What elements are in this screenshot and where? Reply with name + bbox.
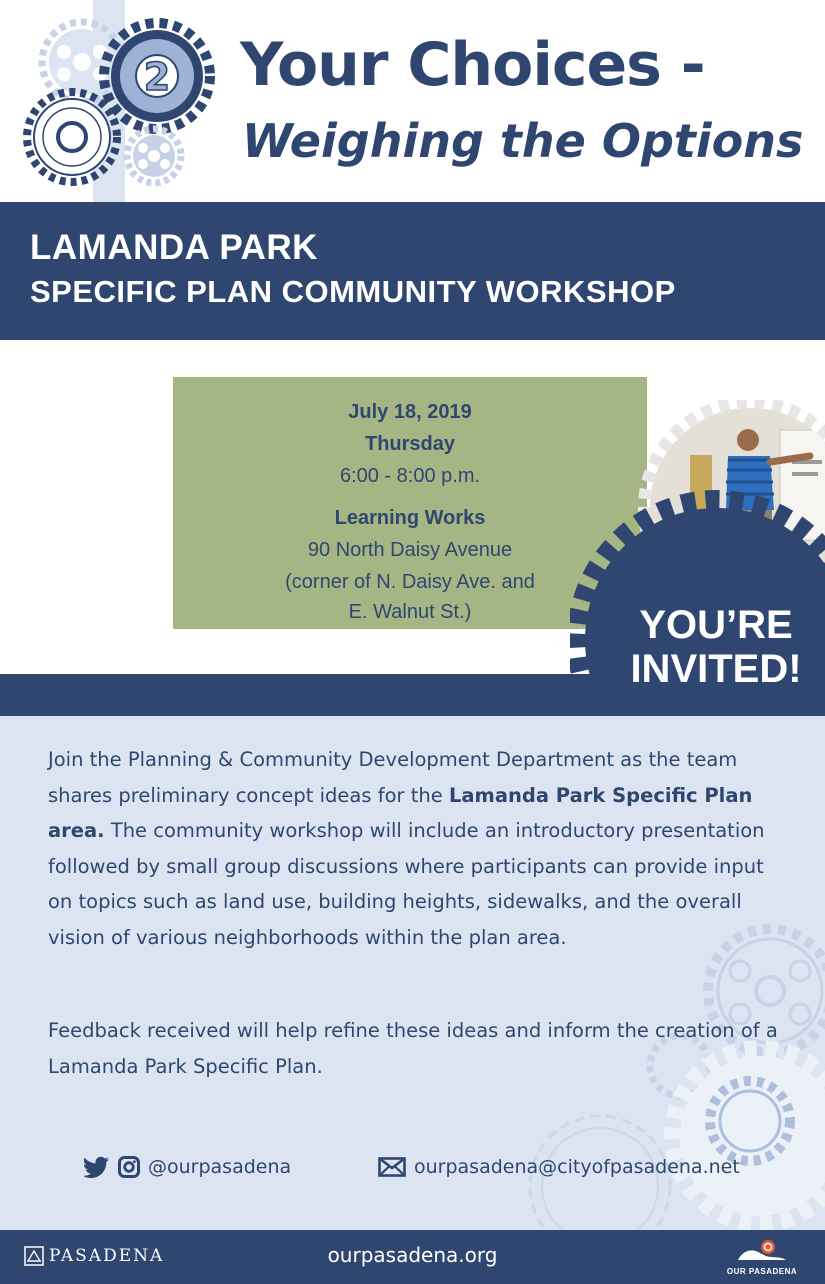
header (0, 0, 825, 202)
pasadena-logo-text: PASADENA (49, 1246, 165, 1266)
page-title: Your Choices - (240, 30, 705, 100)
workshop-band (0, 202, 825, 340)
our-pasadena-mark-icon (732, 1238, 792, 1262)
intro-paragraph (48, 742, 783, 955)
twitter-icon[interactable] (84, 1156, 110, 1178)
intro-text-before: Join the Planning & Community Development Department as the team shares preliminary concept ideas for the (48, 748, 738, 807)
badge-number: 2 (143, 55, 171, 99)
page-subtitle: Weighing the Options (242, 114, 804, 168)
event-corner-line1: (corner of N. Daisy Ave. and (285, 571, 535, 593)
event-corner-line2: E. Walnut St.) (348, 601, 472, 623)
email-contact (378, 1156, 740, 1178)
band-title-line2: SPECIFIC PLAN COMMUNITY WORKSHOP (30, 274, 676, 309)
gears-graphic (0, 0, 240, 202)
email-link[interactable]: ourpasadena@cityofpasadena.net (414, 1156, 740, 1178)
social-handle[interactable]: @ourpasadena (148, 1156, 292, 1178)
event-venue: Learning Works (334, 507, 486, 529)
event-day: Thursday (364, 433, 456, 455)
footer (0, 1230, 825, 1284)
event-address: 90 North Daisy Avenue (307, 539, 513, 561)
mail-icon (378, 1157, 406, 1177)
invite-graphic (570, 400, 825, 720)
instagram-icon[interactable] (118, 1156, 140, 1178)
event-date: July 18, 2019 (348, 401, 472, 423)
feedback-paragraph: Feedback received will help refine these ideas and inform the creation of a Lamanda Park Specific Plan. (48, 1019, 778, 1078)
event-time: 6:00 - 8:00 p.m. (339, 465, 481, 487)
band-title-line1: LAMANDA PARK (30, 228, 318, 267)
our-pasadena-logo-text: OUR PASADENA (726, 1267, 798, 1276)
social-contact (84, 1156, 291, 1178)
intro-text-after: The community workshop will include an introductory presentation followed by small group discussions where participants can provide input on topics such as land use, building heights, sidewalks, and the overall vision of various neighborhoods within the plan area. (48, 819, 765, 949)
invite-line2: INVITED! (630, 647, 802, 691)
invite-line1: YOU’RE (639, 603, 793, 647)
our-pasadena-logo (722, 1238, 802, 1276)
intro-text-bold: Lamanda Park Specific Plan area. (48, 783, 753, 842)
website-link[interactable]: ourpasadena.org (327, 1243, 498, 1267)
description-section (0, 716, 825, 1230)
